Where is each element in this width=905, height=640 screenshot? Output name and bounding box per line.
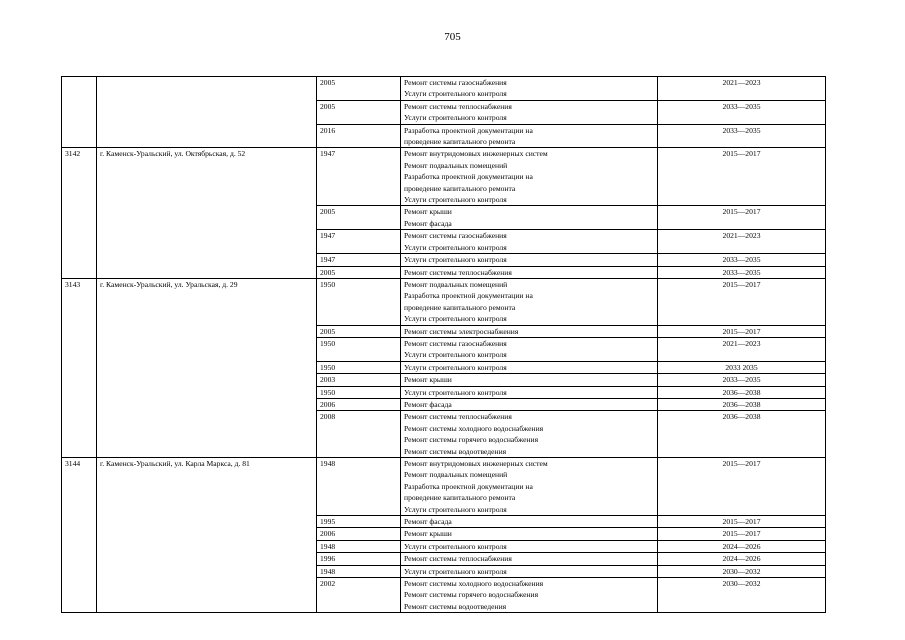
commissioning-year-cell: 1950 — [317, 386, 401, 398]
works-cell — [401, 124, 658, 148]
commissioning-year-cell: 1950 — [317, 337, 401, 361]
works-cell — [401, 254, 658, 266]
object-number-cell: 3144 — [62, 458, 97, 613]
commissioning-year-cell: 1948 — [317, 458, 401, 516]
commissioning-year-cell: 2006 — [317, 528, 401, 540]
work-item: Ремонт системы горячего водоснабжения — [404, 590, 539, 600]
work-item: Ремонт системы теплоснабжения — [404, 554, 512, 564]
work-item: проведение капитального ремонта — [404, 493, 516, 503]
works-cell — [401, 540, 658, 552]
works-cell — [401, 374, 658, 386]
work-item: Ремонт системы горячего водоснабжения — [404, 435, 539, 445]
works-cell — [401, 528, 658, 540]
work-item: Ремонт внутридомовых инженерных систем — [404, 459, 548, 468]
commissioning-year-cell: 2006 — [317, 398, 401, 410]
works-cell — [401, 278, 658, 325]
works-cell — [401, 230, 658, 254]
work-item: Ремонт внутридомовых инженерных систем — [404, 149, 548, 159]
repair-period-cell: 2033—2035 — [658, 374, 826, 386]
works-cell — [401, 206, 658, 230]
commissioning-year-cell: 1947 — [317, 148, 401, 206]
repair-period-cell: 2036—2038 — [658, 411, 826, 458]
commissioning-year-cell: 2008 — [317, 411, 401, 458]
repair-period-cell: 2036—2038 — [658, 398, 826, 410]
work-item: Ремонт системы газоснабжения — [404, 78, 507, 87]
work-item: проведение капитального ремонта — [404, 302, 516, 312]
work-item: Услуги строительного контроля — [404, 195, 507, 205]
commissioning-year-cell: 2016 — [317, 124, 401, 148]
repair-period-cell: 2015—2017 — [658, 325, 826, 337]
commissioning-year-cell: 1947 — [317, 254, 401, 266]
works-cell — [401, 411, 658, 458]
work-item: Ремонт подвальных помещений — [404, 470, 508, 480]
object-number-cell — [62, 77, 97, 148]
work-item: Ремонт системы теплоснабжения — [404, 101, 512, 111]
commissioning-year-cell: 1995 — [317, 516, 401, 528]
work-item: Ремонт подвальных помещений — [404, 160, 508, 170]
repair-period-cell: 2021—2023 — [658, 337, 826, 361]
works-cell — [401, 565, 658, 577]
work-item: Ремонт крыши — [404, 207, 452, 217]
work-item: Ремонт системы теплоснабжения — [404, 412, 512, 422]
commissioning-year-cell: 1996 — [317, 553, 401, 565]
repair-period-cell: 2033—2035 — [658, 266, 826, 278]
works-cell — [401, 578, 658, 613]
repair-period-cell: 2033 2035 — [658, 361, 826, 373]
repair-period-cell: 2030—2032 — [658, 578, 826, 613]
works-cell — [401, 148, 658, 206]
works-cell — [401, 325, 658, 337]
work-item: Услуги строительного контроля — [404, 113, 507, 123]
work-item: Ремонт системы электроснабжения — [404, 326, 519, 336]
table-row — [62, 278, 826, 325]
repair-period-cell: 2015—2017 — [658, 148, 826, 206]
work-item: Услуги строительного контроля — [404, 504, 507, 514]
object-address-cell — [97, 77, 317, 148]
work-item: Ремонт системы газоснабжения — [404, 231, 507, 241]
object-number-cell: 3143 — [62, 278, 97, 457]
works-cell — [401, 398, 658, 410]
work-item: Ремонт крыши — [404, 529, 452, 539]
commissioning-year-cell: 1947 — [317, 230, 401, 254]
page-number: 705 — [444, 31, 461, 43]
commissioning-year-cell: 2003 — [317, 374, 401, 386]
repair-period-cell: 2015—2017 — [658, 528, 826, 540]
work-item: Ремонт фасада — [404, 517, 452, 527]
repair-period-cell: 2015—2017 — [658, 458, 826, 516]
commissioning-year-cell: 2002 — [317, 578, 401, 613]
works-cell — [401, 77, 658, 101]
commissioning-year-cell: 2005 — [317, 266, 401, 278]
repair-period-cell: 2024—2026 — [658, 540, 826, 552]
work-item: Услуги строительного контроля — [404, 255, 507, 265]
repair-period-cell: 2033—2035 — [658, 254, 826, 266]
work-item: Ремонт системы холодного водоснабжения — [404, 423, 544, 433]
works-cell — [401, 337, 658, 361]
work-item: Ремонт системы водоотведения — [404, 601, 507, 611]
works-cell — [401, 553, 658, 565]
work-item: Разработка проектной документации на — [404, 172, 533, 182]
work-item: проведение капитального ремонта — [404, 183, 516, 193]
work-item: Услуги строительного контроля — [404, 314, 507, 324]
work-item: Услуги строительного контроля — [404, 89, 507, 99]
commissioning-year-cell: 2005 — [317, 100, 401, 124]
repair-period-cell: 2021—2023 — [658, 77, 826, 101]
capital-repair-table — [61, 76, 826, 613]
object-address-cell: г. Каменск-Уральский, ул. Уральская, д. 29 — [97, 278, 317, 457]
works-cell — [401, 266, 658, 278]
commissioning-year-cell: 1948 — [317, 540, 401, 552]
repair-period-cell: 2033—2035 — [658, 100, 826, 124]
works-cell — [401, 100, 658, 124]
table-row — [62, 148, 826, 206]
works-cell — [401, 516, 658, 528]
work-item: Разработка проектной документации на — [404, 481, 533, 491]
work-item: Ремонт подвальных помещений — [404, 279, 508, 289]
object-number-cell: 3142 — [62, 148, 97, 278]
work-item: Ремонт системы холодного водоснабжения — [404, 579, 544, 589]
work-item: Ремонт фасада — [404, 399, 452, 409]
commissioning-year-cell: 2005 — [317, 206, 401, 230]
repair-period-cell: 2036—2038 — [658, 386, 826, 398]
commissioning-year-cell: 1950 — [317, 361, 401, 373]
works-cell — [401, 386, 658, 398]
work-item: Ремонт фасада — [404, 218, 452, 228]
table-row — [62, 77, 826, 101]
repair-period-cell: 2015—2017 — [658, 206, 826, 230]
commissioning-year-cell: 2005 — [317, 77, 401, 101]
work-item: Разработка проектной документации на — [404, 291, 533, 301]
work-item: Услуги строительного контроля — [404, 541, 507, 551]
work-item: Ремонт системы теплоснабжения — [404, 267, 512, 277]
work-item: Услуги строительного контроля — [404, 362, 507, 372]
work-item: Ремонт крыши — [404, 375, 452, 385]
object-address-cell: г. Каменск-Уральский, ул. Октябрьская, д. 52 — [97, 148, 317, 278]
work-item: Ремонт системы газоснабжения — [404, 338, 507, 348]
work-item: Услуги строительного контроля — [404, 350, 507, 360]
repair-period-cell: 2033—2035 — [658, 124, 826, 148]
commissioning-year-cell: 1948 — [317, 565, 401, 577]
repair-period-cell: 2024—2026 — [658, 553, 826, 565]
repair-period-cell: 2015—2017 — [658, 278, 826, 325]
repair-period-cell: 2021—2023 — [658, 230, 826, 254]
works-cell — [401, 361, 658, 373]
commissioning-year-cell: 2005 — [317, 325, 401, 337]
works-cell — [401, 458, 658, 516]
object-address-cell: г. Каменск-Уральский, ул. Карла Маркса, д. 81 — [97, 458, 317, 613]
work-item: проведение капитального ремонта — [404, 137, 516, 147]
commissioning-year-cell: 1950 — [317, 278, 401, 325]
table-row — [62, 458, 826, 516]
work-item: Разработка проектной документации на — [404, 125, 533, 135]
work-item: Услуги строительного контроля — [404, 242, 507, 252]
work-item: Услуги строительного контроля — [404, 387, 507, 397]
work-item: Услуги строительного контроля — [404, 566, 507, 576]
work-item: Ремонт системы водоотведения — [404, 446, 507, 456]
repair-period-cell: 2015—2017 — [658, 516, 826, 528]
repair-period-cell: 2030—2032 — [658, 565, 826, 577]
